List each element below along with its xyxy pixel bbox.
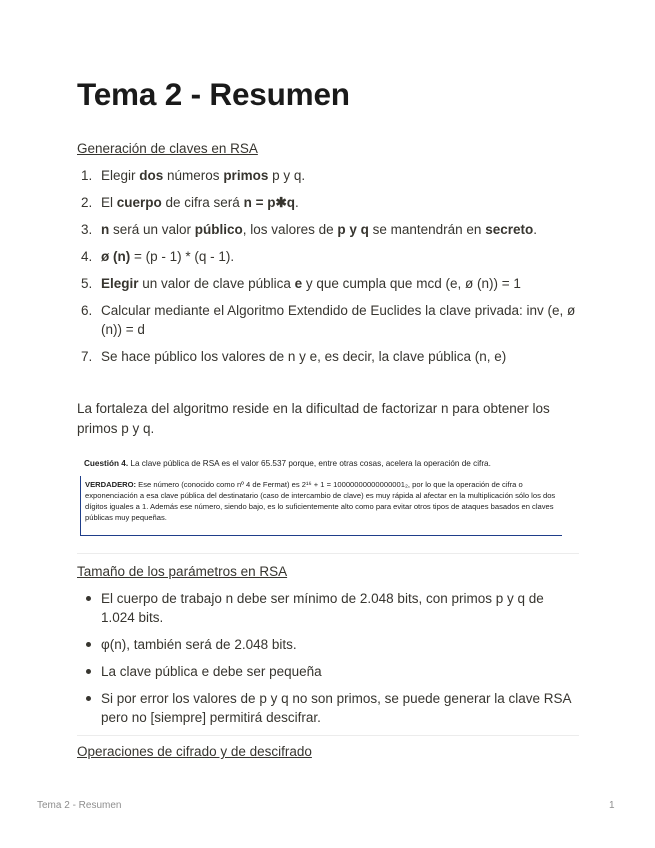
- step-number: 6.: [81, 303, 93, 318]
- step-text-run: .: [295, 195, 299, 210]
- list-item: [77, 274, 579, 293]
- step-number: 5.: [81, 276, 93, 291]
- list-item: [77, 220, 579, 239]
- step-text-run: de cifra será: [161, 195, 244, 210]
- step-text-bold: n = p✱q: [243, 195, 296, 210]
- embedded-question-image: [77, 455, 567, 538]
- step-number: 1.: [81, 168, 93, 183]
- step-text-bold: dos: [139, 168, 164, 183]
- step-number: 2.: [81, 195, 93, 210]
- step-text-run: y que cumpla que mcd (e, ø (n)) = 1: [302, 276, 521, 291]
- step-text-bold: cuerpo: [116, 195, 162, 210]
- list-item: [77, 166, 579, 185]
- step-number: 7.: [81, 349, 93, 364]
- step-text-bold: e: [294, 276, 303, 291]
- bullet-icon: [86, 642, 91, 647]
- question-text: La clave pública de RSA es el valor 65.537 porque, entre otras cosas, acelera la operación de cifra.: [128, 459, 491, 468]
- rsa-steps-list: [77, 166, 579, 366]
- strength-paragraph: La fortaleza del algoritmo reside en la dificultad de factorizar n para obtener los primos p y q.: [77, 401, 550, 436]
- list-item: [77, 301, 579, 339]
- bullet-text: φ(n), también será de 2.048 bits.: [101, 637, 297, 652]
- page-number: 1: [609, 800, 615, 811]
- list-item: [77, 347, 579, 366]
- step-text-run: será un valor: [109, 222, 195, 237]
- page-title: Tema 2 - Resumen: [77, 76, 350, 112]
- list-item: [77, 193, 579, 212]
- step-text-bold: primos: [223, 168, 269, 183]
- answer-label: VERDADERO:: [85, 480, 137, 489]
- step-text: [101, 349, 506, 364]
- list-item: [77, 689, 579, 727]
- step-text-bold: público: [194, 222, 243, 237]
- step-text-bold: p y q: [337, 222, 369, 237]
- step-text-run: Calcular mediante el Algoritmo Extendido de Euclides la clave privada: inv (e, ø (n)) = d: [101, 303, 576, 337]
- bullet-text: La clave pública e debe ser pequeña: [101, 664, 322, 679]
- list-item: [77, 247, 579, 266]
- parameters-list: [77, 589, 579, 727]
- divider: [77, 735, 579, 736]
- step-text-bold: ø (n): [101, 249, 131, 264]
- bullet-icon: [86, 696, 91, 701]
- step-text: [101, 222, 537, 237]
- step-text-run: números: [163, 168, 224, 183]
- step-number: 3.: [81, 222, 93, 237]
- step-number: 4.: [81, 249, 93, 264]
- step-text-run: p y q.: [268, 168, 306, 183]
- step-text-run: .: [533, 222, 537, 237]
- divider: [77, 553, 579, 554]
- section-heading-operaciones: Operaciones de cifrado y de descifrado: [77, 744, 312, 759]
- list-item: [77, 589, 579, 627]
- footer-title: Tema 2 - Resumen: [37, 800, 122, 811]
- step-text-run: un valor de clave pública: [138, 276, 295, 291]
- question-line: [84, 459, 491, 468]
- step-text-run: El: [101, 195, 117, 210]
- bullet-text: El cuerpo de trabajo n debe ser mínimo de 2.048 bits, con primos p y q de 1.024 bits.: [101, 591, 544, 625]
- step-text-bold: Elegir: [101, 276, 139, 291]
- step-text: [101, 276, 521, 291]
- list-item: [77, 635, 579, 654]
- step-text-run: , los valores de: [242, 222, 338, 237]
- question-label: Cuestión 4.: [84, 459, 129, 468]
- step-text: [101, 303, 575, 337]
- section-heading-tamano: Tamaño de los parámetros en RSA: [77, 564, 288, 579]
- answer-text: Ese número (conocido como nº 4 de Fermat) es 2¹⁶ + 1 = 10000000000000001₂, por lo que la operación de cifra o exponenciación a esa clave pública del destinatario (caso de intercambio de clave) es muy rápida al afectar en la multiplicación sólo los dos dígitos iguales a 1. Además ese número, siendo bajo, es lo suficientemente alto como para evitar otros tipos de ataques basados en claves públicas muy pequeñas.: [85, 480, 556, 522]
- step-text: [101, 195, 299, 210]
- step-text-run: = (p - 1) * (q - 1).: [130, 249, 235, 264]
- bullet-icon: [86, 596, 91, 601]
- step-text: [101, 249, 234, 264]
- step-text-run: Se hace público los valores de n y e, es decir, la clave pública (n, e): [101, 349, 507, 364]
- section-heading-generacion: Generación de claves en RSA: [77, 141, 258, 156]
- step-text-run: Elegir: [101, 168, 140, 183]
- bullet-icon: [86, 669, 91, 674]
- step-text: [101, 168, 305, 183]
- bullet-text: Si por error los valores de p y q no son primos, se puede generar la clave RSA pero no [siempre] permitirá descifrar.: [101, 691, 571, 725]
- answer-box: [80, 476, 562, 536]
- list-item: [77, 662, 579, 681]
- step-text-bold: secreto: [485, 222, 534, 237]
- step-text-run: se mantendrán en: [368, 222, 486, 237]
- step-text-bold: n: [101, 222, 110, 237]
